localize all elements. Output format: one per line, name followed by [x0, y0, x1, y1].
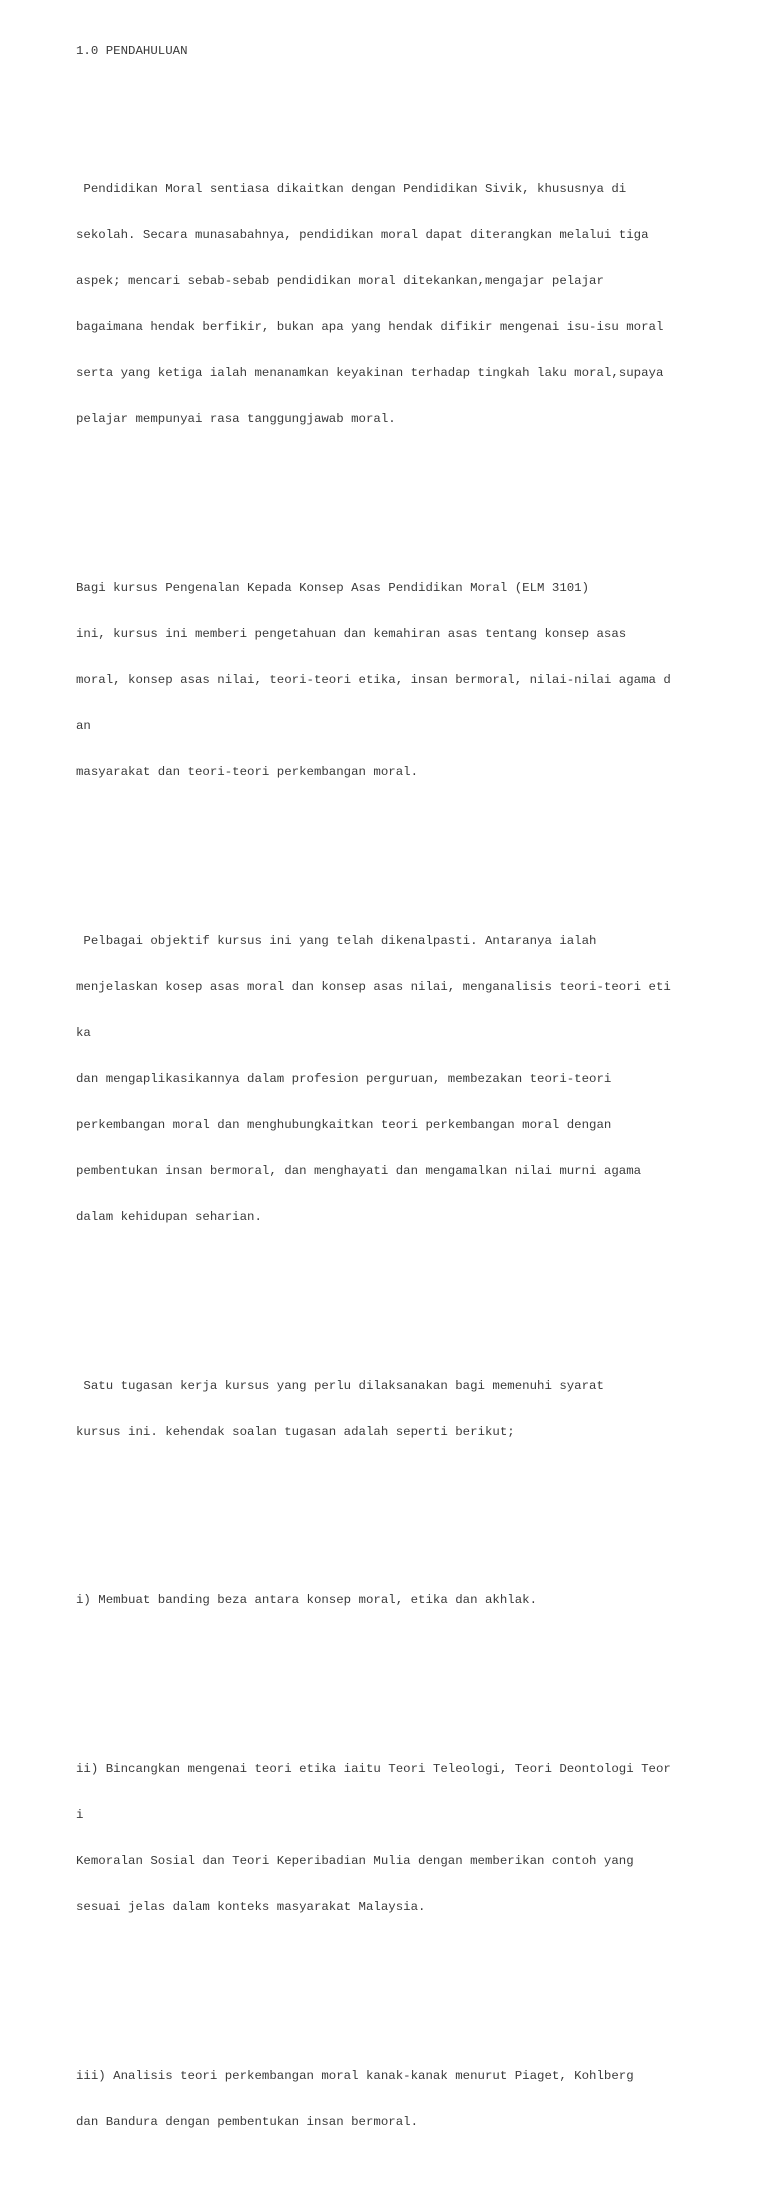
spacer [76, 1501, 736, 1516]
paragraph-kursus [76, 550, 736, 811]
text-line: sesuai jelas dalam konteks masyarakat Malaysia. [76, 1900, 426, 1915]
spacer [76, 1977, 736, 1992]
text-line: dalam kehidupan seharian. [76, 1209, 262, 1224]
spacer [76, 489, 736, 504]
text-line: aspek; mencari sebab-sebab pendidikan moral ditekankan,mengajar pelajar [76, 273, 604, 288]
paragraph-tugasan [76, 1348, 736, 1471]
paragraph-pendahuluan [76, 151, 736, 458]
spacer [76, 1670, 736, 1685]
text-line: an [76, 718, 91, 733]
question-item-1 [76, 1563, 736, 1640]
text-line: ini, kursus ini memberi pengetahuan dan kemahiran asas tentang konsep asas [76, 626, 627, 641]
question-item-3 [76, 2038, 736, 2161]
text-line: Kemoralan Sosial dan Teori Keperibadian Mulia dengan memberikan contoh yang [76, 1854, 634, 1869]
heading: 1.0 PENDAHULUAN [76, 43, 188, 58]
text-line: kursus ini. kehendak soalan tugasan adalah seperti berikut; [76, 1424, 515, 1439]
text-line: bagaimana hendak berfikir, bukan apa yang hendak difikir mengenai isu-isu moral [76, 319, 664, 334]
text-line: Pelbagai objektif kursus ini yang telah dikenalpasti. Antaranya ialah [76, 933, 597, 948]
text-line: masyarakat dan teori-teori perkembangan moral. [76, 764, 419, 779]
document-body [76, 13, 736, 2192]
text-line: dan Bandura dengan pembentukan insan bermoral. [76, 2115, 419, 2130]
text-line: ka [76, 1025, 91, 1040]
text-line: moral, konsep asas nilai, teori-teori etika, insan bermoral, nilai-nilai agama d [76, 672, 671, 687]
text-line: Satu tugasan kerja kursus yang perlu dilaksanakan bagi memenuhi syarat [76, 1378, 604, 1393]
text-line: ii) Bincangkan mengenai teori etika iaitu Teori Teleologi, Teori Deontologi Teor [76, 1762, 671, 1777]
text-line: pelajar mempunyai rasa tanggungjawab moral. [76, 411, 396, 426]
spacer [76, 1287, 736, 1302]
text-line: dan mengaplikasikannya dalam profesion perguruan, membezakan teori-teori [76, 1071, 612, 1086]
text-line: i) Membuat banding beza antara konsep moral, etika dan akhlak. [76, 1593, 538, 1608]
text-line: menjelaskan kosep asas moral dan konsep asas nilai, menganalisis teori-teori eti [76, 979, 671, 994]
spacer [76, 90, 736, 105]
question-item-2 [76, 1732, 736, 1947]
text-line: Bagi kursus Pengenalan Kepada Konsep Asas Pendidikan Moral (ELM 3101) [76, 580, 590, 595]
text-line: sekolah. Secara munasabahnya, pendidikan moral dapat diterangkan melalui tiga [76, 227, 649, 242]
text-line: iii) Analisis teori perkembangan moral kanak-kanak menurut Piaget, Kohlberg [76, 2069, 634, 2084]
paragraph-objektif [76, 903, 736, 1256]
text-line: i [76, 1808, 84, 1823]
text-line: pembentukan insan bermoral, dan menghayati dan mengamalkan nilai murni agama [76, 1163, 642, 1178]
text-line: perkembangan moral dan menghubungkaitkan teori perkembangan moral dengan [76, 1117, 612, 1132]
text-line: serta yang ketiga ialah menanamkan keyakinan terhadap tingkah laku moral,supaya [76, 365, 664, 380]
spacer [76, 842, 736, 857]
text-line: Pendidikan Moral sentiasa dikaitkan dengan Pendidikan Sivik, khususnya di [76, 181, 627, 196]
